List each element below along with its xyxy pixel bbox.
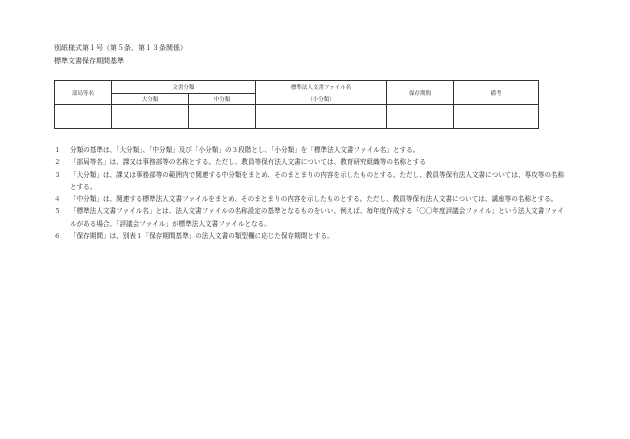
document-title: 標準文書保存期間基準 [54,57,124,65]
note-text: 「部局等名」は、課又は事務部等の名称とする。ただし、教員等保有法人文書については、教育研究組織等の名称とする [70,158,426,167]
header-retention: 保存期間 [387,81,454,105]
header-remarks: 備考 [454,81,539,105]
note-text: 「大分類」は、課又は事務部等の範囲内で関連する中分類をまとめ、そのまとまりの内容を示したものとする。ただし、教員等保有法人文書については、専攻等の名称とする。 [70,170,565,191]
retention-schema-table [54,80,539,129]
cell-middle [189,105,256,129]
note-item [54,144,570,156]
cell-retention [387,105,454,129]
header-filename-sub: （小分類） [307,96,335,103]
note-number: ４ [54,195,61,204]
note-number: ２ [54,158,61,167]
notes-list [54,144,570,242]
note-item [54,230,570,242]
cell-remarks [454,105,539,129]
cell-dept [55,105,112,129]
header-dept: 部局等名 [55,81,112,105]
header-middle: 中分類 [189,94,256,105]
cell-major [112,105,189,129]
note-text: 「保存期間」は、別表１「保存期間基準」の法人文書の類型欄に応じた保存期間とする。 [70,232,334,241]
header-filename [256,81,387,105]
note-item [54,205,570,230]
note-text: 「中分類」は、関連する標準法人文書ファイルをまとめ、そのまとまりの内容を示したものとする。ただし、教員等保有法人文書については、講座等の名称とする。 [70,195,558,204]
note-text: 分類の基準は、「大分類」、「中分類」及び「小分類」の３段階とし、「小分類」を「標準法人文書ファイル名」とする。 [70,146,420,154]
note-text: 「標準法人文書ファイル名」とは、法人文書ファイルの名称設定の基準となるものをいい、例えば、毎年度作成する「〇〇年度評議会ファイル」という法人文書ファイルがある場合、「評議会ファイル」が標準法人文書ファイルとなる。 [70,207,564,228]
note-number: ５ [54,207,61,216]
note-item [54,193,570,205]
cell-filename [256,105,387,129]
note-number: ３ [54,170,61,179]
header-major: 大分類 [112,94,189,105]
note-item [54,156,570,168]
header-filename-main: 標準法人文書ファイル名 [290,84,352,91]
header-category: 文書分類 [112,81,256,94]
note-number: ６ [54,232,61,241]
form-label: 別紙様式第１号（第５条、第１３条関係） [54,44,187,52]
note-number: １ [54,146,61,154]
note-item [54,169,570,194]
